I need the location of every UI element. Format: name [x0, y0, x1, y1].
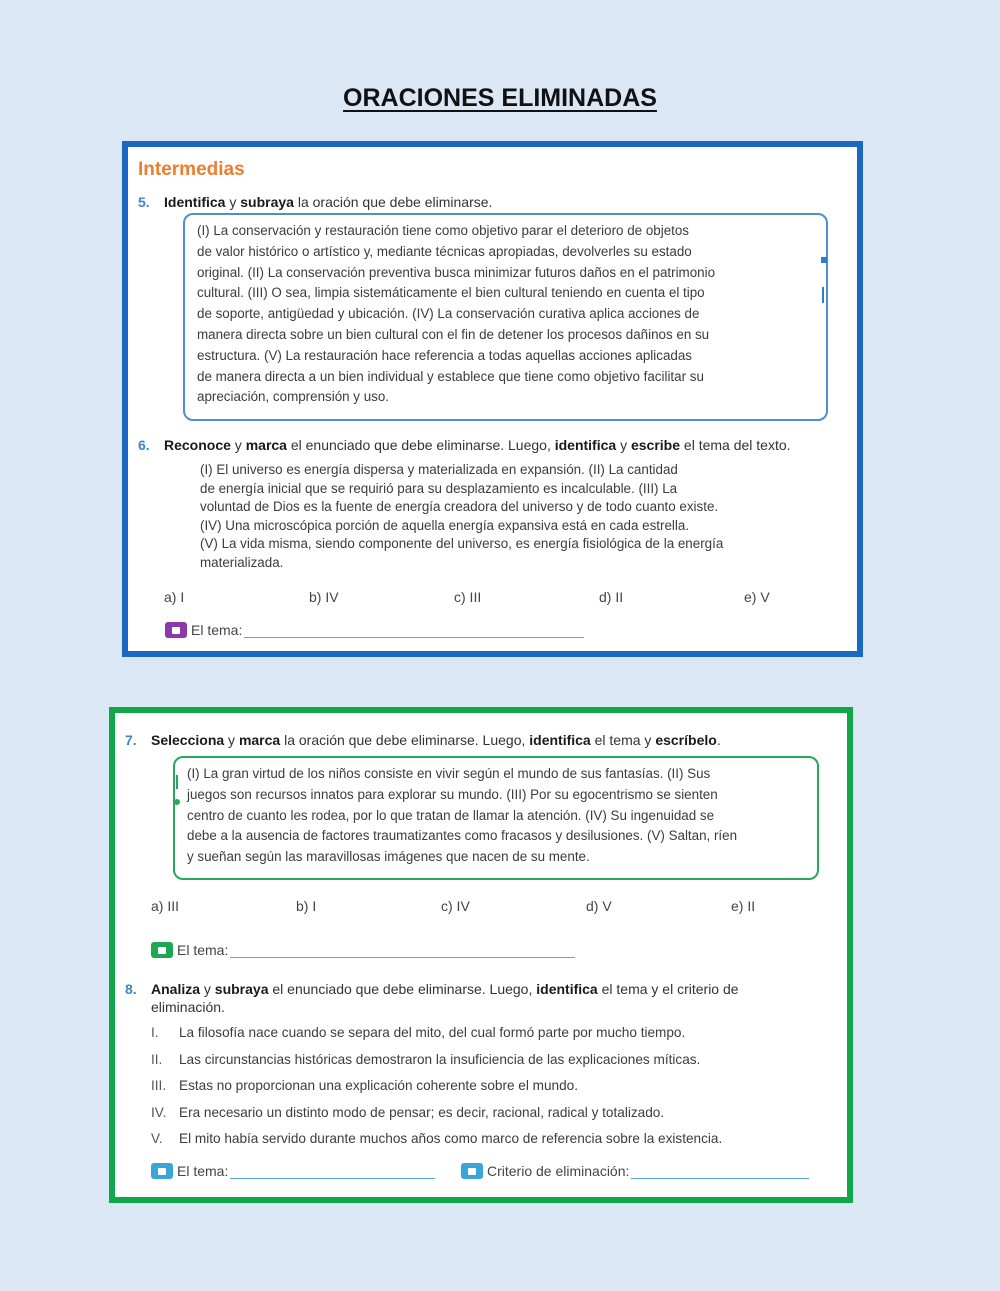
arrow-up-icon [822, 287, 824, 303]
statement-item[interactable]: IV. Era necesario un distinto modo de pensar; es decir, racional, radical y totalizado. [151, 1104, 665, 1120]
question-8-prompt: 8. Analiza y subraya el enunciado que debe eliminarse. Luego, identifica el tema y el criterio de eliminación. [125, 981, 739, 1015]
passage-line[interactable]: manera directa sobre un bien cultural con el fin de detener los procesos dañinos en su [197, 326, 710, 342]
question-8-tema: El tema: [151, 1163, 435, 1179]
pencil-icon [165, 622, 187, 638]
pencil-icon [151, 942, 173, 958]
question-6-passage [200, 461, 818, 572]
question-5-passage [183, 213, 828, 421]
question-8-statements [151, 1025, 722, 1158]
pencil-icon [151, 1163, 173, 1179]
option-c[interactable]: c) III [454, 589, 482, 605]
passage-line[interactable]: (IV) Una microscópica porción de aquella energía expansiva está en cada estrella. [200, 517, 690, 533]
passage-line[interactable]: de energía inicial que se requirió para su desplazamiento es incalculable. (III) La [200, 480, 678, 496]
passage-line[interactable]: (I) La gran virtud de los niños consiste en vivir según el mundo de sus fantasías. (II) Sus [187, 766, 711, 781]
passage-line[interactable]: original. (II) La conservación preventiva busca minimizar futuros daños en el patrimonio [197, 264, 716, 280]
tema-answer-line[interactable] [230, 943, 575, 958]
tema-answer-line[interactable] [230, 1164, 435, 1179]
statement-item[interactable]: III. Estas no proporcionan una explicación coherente sobre el mundo. [151, 1078, 579, 1093]
statement-item[interactable]: II. Las circunstancias históricas demostraron la insuficiencia de las explicaciones míticas. [151, 1051, 701, 1067]
passage-line[interactable]: y sueñan según las maravillosas imágenes que nacen de su mente. [187, 849, 590, 865]
question-7-prompt: 7. Selecciona y marca la oración que debe eliminarse. Luego, identifica el tema y escríbelo. [125, 732, 721, 748]
passage-line[interactable]: (V) La vida misma, siendo componente del universo, es energía fisiológica de la energía [200, 536, 724, 551]
question-number: 5. [138, 194, 150, 210]
statement-item[interactable]: I. La filosofía nace cuando se separa del mito, del cual formó parte por mucho tiempo. [151, 1025, 686, 1040]
passage-line[interactable]: de manera directa a un bien individual y establece que tiene como objetivo facilitar su [197, 368, 704, 384]
tema-answer-line[interactable] [244, 623, 584, 638]
passage-line[interactable]: debe a la ausencia de factores traumatizantes como fracasos y desilusiones. (V) Saltan, ríen [187, 828, 738, 844]
section-title: Intermedias [138, 159, 245, 180]
question-7-passage [173, 756, 819, 880]
option-e[interactable]: e) V [744, 589, 770, 605]
question-7-tema: El tema: [151, 942, 575, 958]
question-7-options [151, 898, 876, 914]
passage-line[interactable]: apreciación, comprensión y uso. [197, 389, 390, 405]
question-6-prompt: 6. Reconoce y marca el enunciado que debe eliminarse. Luego, identifica y escribe el tema del texto. [138, 437, 791, 453]
option-b[interactable]: b) IV [309, 589, 339, 605]
passage-line[interactable]: de valor histórico o artístico y, mediante técnicas apropiadas, devolverles su estado [197, 243, 692, 259]
passage-line[interactable]: voluntad de Dios es la fuente de energía creadora del universo y de todo cuanto existe. [200, 499, 719, 514]
question-number: 7. [125, 732, 137, 748]
panel-questions-7-8 [109, 707, 853, 1203]
passage-line[interactable]: centro de cuanto les rodea, por lo que tratan de llamar la atención. (IV) Su ingenuidad se [187, 807, 715, 823]
question-5-prompt: 5. Identifica y subraya la oración que debe eliminarse. [138, 194, 493, 210]
option-c[interactable]: c) IV [441, 898, 470, 914]
passage-line[interactable]: de soporte, antigüedad y ubicación. (IV) La conservación curativa aplica acciones de [197, 306, 700, 322]
arrow-down-icon [176, 775, 178, 789]
passage-line[interactable]: juegos son recursos innatos para explorar su mundo. (III) Por su egocentrismo se sienten [187, 786, 718, 802]
passage-line[interactable]: cultural. (III) O sea, limpia sistemáticamente el bien cultural teniendo en cuenta el tipo [197, 285, 705, 301]
passage-line[interactable]: estructura. (V) La restauración hace referencia a todas aquellas acciones aplicadas [197, 347, 692, 363]
passage-line[interactable]: (I) La conservación y restauración tiene como objetivo parar el deterioro de objetos [197, 223, 690, 238]
question-number: 6. [138, 437, 150, 453]
question-8-criterio: Criterio de eliminación: [461, 1163, 809, 1179]
criterio-answer-line[interactable] [631, 1164, 809, 1179]
option-a[interactable]: a) III [151, 898, 180, 914]
box-marker-icon [821, 257, 827, 263]
passage-line[interactable]: (I) El universo es energía dispersa y materializada en expansión. (II) La cantidad [200, 462, 678, 477]
option-e[interactable]: e) II [731, 898, 756, 914]
question-6-options [164, 589, 889, 605]
question-number: 8. [125, 981, 137, 997]
passage-line[interactable]: materializada. [200, 554, 284, 570]
panel-intermedias [122, 141, 863, 657]
option-a[interactable]: a) I [164, 589, 185, 605]
option-d[interactable]: d) II [599, 589, 624, 605]
option-d[interactable]: d) V [586, 898, 612, 914]
pencil-icon [461, 1163, 483, 1179]
option-b[interactable]: b) I [296, 898, 317, 914]
page-title: ORACIONES ELIMINADAS [343, 84, 657, 112]
question-6-tema: El tema: [165, 622, 584, 638]
statement-item[interactable]: V. El mito había servido durante muchos años como marco de referencia sobre la existencia. [151, 1131, 723, 1146]
dot-marker-icon [174, 799, 180, 805]
